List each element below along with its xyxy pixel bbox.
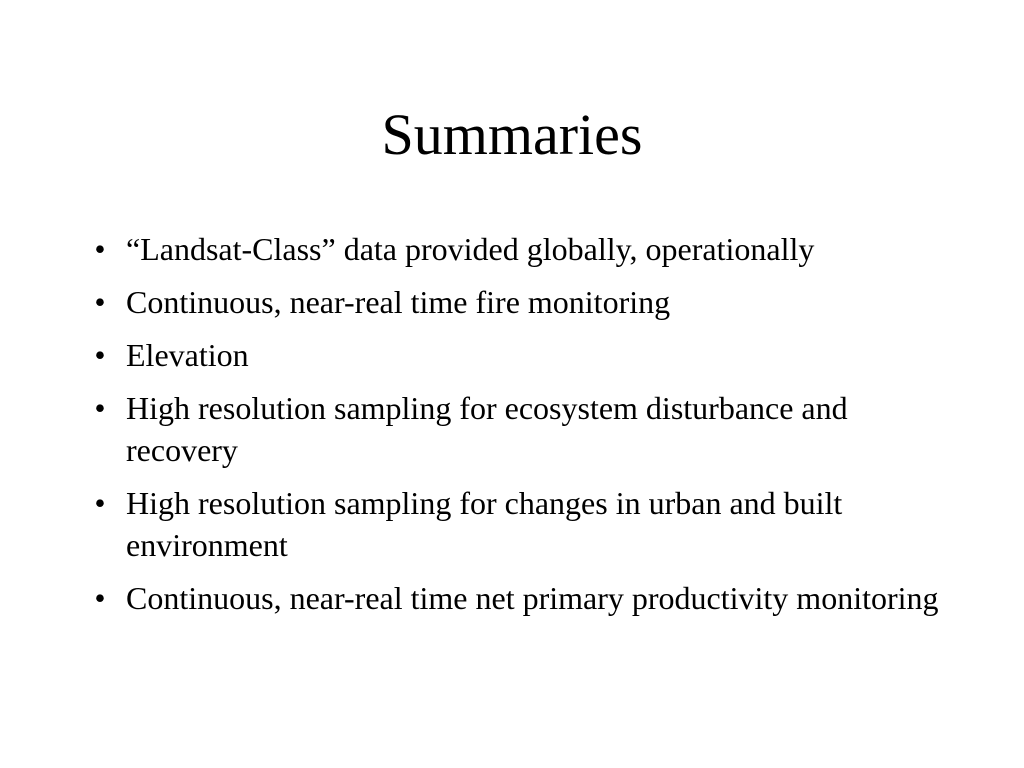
bullet-icon: • — [94, 485, 106, 521]
bullet-text: Elevation — [126, 337, 249, 373]
bullet-icon: • — [94, 337, 106, 373]
bullet-text: “Landsat-Class” data provided globally, operationally — [126, 231, 815, 267]
bullet-text: High resolution sampling for changes in urban and built environment — [126, 485, 843, 563]
bullet-item — [80, 281, 950, 323]
bullet-item — [80, 577, 950, 619]
bullet-icon: • — [94, 390, 106, 426]
bullet-text: Continuous, near-real time net primary productivity monitoring — [126, 580, 939, 616]
slide-title: Summaries — [381, 102, 643, 167]
bullet-item — [80, 228, 950, 270]
bullet-item — [80, 482, 950, 566]
bullet-icon: • — [94, 231, 106, 267]
bullet-text: High resolution sampling for ecosystem disturbance and recovery — [126, 390, 848, 468]
bullet-text: Continuous, near-real time fire monitoring — [126, 284, 671, 320]
bullet-item — [80, 387, 950, 471]
bullet-icon: • — [94, 284, 106, 320]
bullet-list — [80, 228, 950, 630]
bullet-item — [80, 334, 950, 376]
bullet-icon: • — [94, 580, 106, 616]
